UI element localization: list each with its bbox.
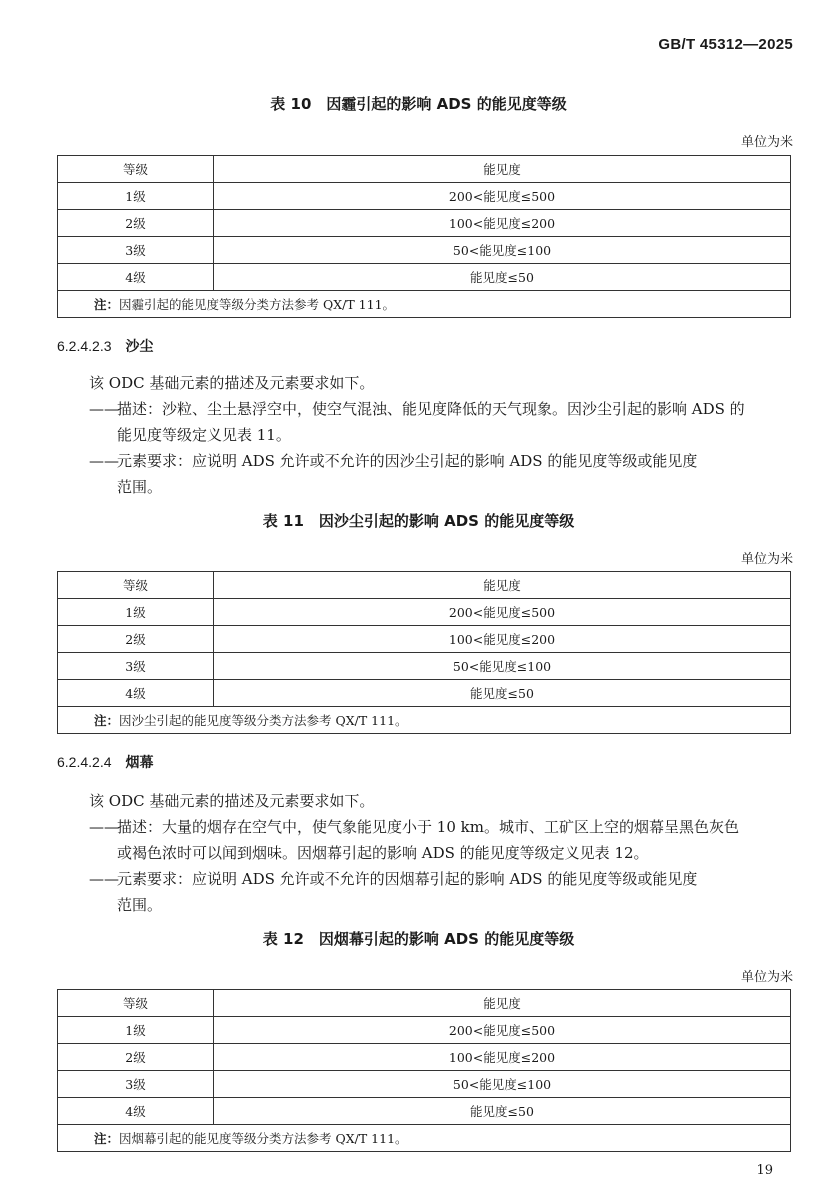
table-11-title: 表 11 因沙尘引起的影响 ADS 的能见度等级: [262, 512, 575, 530]
table-header-row: [58, 990, 791, 1017]
section-number: 6.2.4.2.4: [57, 754, 112, 770]
list-item: [89, 448, 791, 500]
list-item: [89, 396, 791, 448]
page-number: 19: [756, 1163, 773, 1178]
item-dash: ——: [89, 870, 119, 888]
section-number: 6.2.4.2.3: [57, 338, 112, 354]
cell-grade: 4级: [58, 264, 214, 291]
cell-grade: 2级: [58, 1044, 214, 1071]
table-11: [57, 571, 791, 734]
cell-visibility: 100<能见度≤200: [214, 626, 791, 653]
item-line2: 能见度等级定义见表 11。: [117, 426, 291, 444]
note-text: 因沙尘引起的能见度等级分类方法参考 QX/T 111。: [119, 713, 408, 728]
table-10: [57, 155, 791, 318]
item-dash: ——: [89, 400, 119, 418]
table-11-unit: 单位为米: [740, 552, 793, 567]
table-note-row: [58, 1125, 791, 1152]
cell-visibility: 能见度≤50: [214, 1098, 791, 1125]
section-heading-smoke: [57, 752, 154, 772]
table-row: [58, 1044, 791, 1071]
item-line1: 描述：大量的烟存在空气中，使气象能见度小于 10 km。城市、工矿区上空的烟幕呈黑色灰色: [117, 818, 739, 836]
cell-grade: 1级: [58, 1017, 214, 1044]
cell-visibility: 100<能见度≤200: [214, 1044, 791, 1071]
cell-grade: 2级: [58, 210, 214, 237]
table-note: [58, 291, 791, 318]
cell-visibility: 200<能见度≤500: [214, 183, 791, 210]
item-line1: 描述：沙粒、尘土悬浮空中，使空气混浊、能见度降低的天气现象。因沙尘引起的影响 ADS 的: [117, 400, 745, 418]
item-line2: 或褐色浓时可以闻到烟味。因烟幕引起的影响 ADS 的能见度等级定义见表 12。: [117, 844, 649, 862]
item-line2: 范围。: [117, 478, 163, 496]
cell-visibility: 50<能见度≤100: [214, 237, 791, 264]
cell-grade: 4级: [58, 680, 214, 707]
item-line1: 元素要求：应说明 ADS 允许或不允许的因烟幕引起的影响 ADS 的能见度等级或能见度: [117, 870, 698, 888]
section-heading-sandstorm: [57, 336, 154, 356]
table-note-row: [58, 291, 791, 318]
cell-grade: 3级: [58, 1071, 214, 1098]
cell-visibility: 200<能见度≤500: [214, 1017, 791, 1044]
col-header-visibility: 能见度: [214, 572, 791, 599]
cell-grade: 3级: [58, 653, 214, 680]
table-row: [58, 1098, 791, 1125]
cell-visibility: 200<能见度≤500: [214, 599, 791, 626]
item-dash: ——: [89, 818, 119, 836]
table-row: [58, 680, 791, 707]
cell-grade: 1级: [58, 183, 214, 210]
note-text: 因霾引起的能见度等级分类方法参考 QX/T 111。: [119, 297, 396, 312]
table-note: [58, 1125, 791, 1152]
col-header-grade: 等级: [58, 572, 214, 599]
item-dash: ——: [89, 452, 119, 470]
table-row: [58, 237, 791, 264]
col-header-grade: 等级: [58, 156, 214, 183]
cell-grade: 3级: [58, 237, 214, 264]
note-label: 注：: [94, 713, 120, 728]
table-header-row: [58, 156, 791, 183]
table-10-unit: 单位为米: [740, 135, 793, 150]
table-header-row: [58, 572, 791, 599]
table-row: [58, 1071, 791, 1098]
cell-visibility: 50<能见度≤100: [214, 1071, 791, 1098]
item-line1: 元素要求：应说明 ADS 允许或不允许的因沙尘引起的影响 ADS 的能见度等级或能见度: [117, 452, 698, 470]
table-row: [58, 1017, 791, 1044]
cell-visibility: 100<能见度≤200: [214, 210, 791, 237]
note-text: 因烟幕引起的能见度等级分类方法参考 QX/T 111。: [119, 1131, 408, 1146]
table-row: [58, 264, 791, 291]
cell-grade: 1级: [58, 599, 214, 626]
table-12-title: 表 12 因烟幕引起的影响 ADS 的能见度等级: [262, 930, 575, 948]
cell-visibility: 50<能见度≤100: [214, 653, 791, 680]
table-note: [58, 707, 791, 734]
note-label: 注：: [94, 297, 120, 312]
table-note-row: [58, 707, 791, 734]
col-header-visibility: 能见度: [214, 156, 791, 183]
section-title: 烟幕: [125, 755, 154, 771]
table-12-unit: 单位为米: [740, 970, 793, 985]
list-item: [89, 866, 791, 918]
cell-visibility: 能见度≤50: [214, 264, 791, 291]
section-title: 沙尘: [125, 339, 154, 355]
cell-visibility: 能见度≤50: [214, 680, 791, 707]
item-line2: 范围。: [117, 896, 163, 914]
table-row: [58, 599, 791, 626]
table-10-title: 表 10 因霾引起的影响 ADS 的能见度等级: [270, 95, 567, 113]
section-intro: 该 ODC 基础元素的描述及元素要求如下。: [89, 792, 375, 810]
cell-grade: 2级: [58, 626, 214, 653]
table-row: [58, 183, 791, 210]
table-row: [58, 653, 791, 680]
standard-code: GB/T 45312—2025: [658, 36, 793, 53]
list-item: [89, 814, 791, 866]
section-intro: 该 ODC 基础元素的描述及元素要求如下。: [89, 374, 375, 392]
cell-grade: 4级: [58, 1098, 214, 1125]
col-header-visibility: 能见度: [214, 990, 791, 1017]
col-header-grade: 等级: [58, 990, 214, 1017]
table-12: [57, 989, 791, 1152]
note-label: 注：: [94, 1131, 120, 1146]
table-row: [58, 210, 791, 237]
table-row: [58, 626, 791, 653]
